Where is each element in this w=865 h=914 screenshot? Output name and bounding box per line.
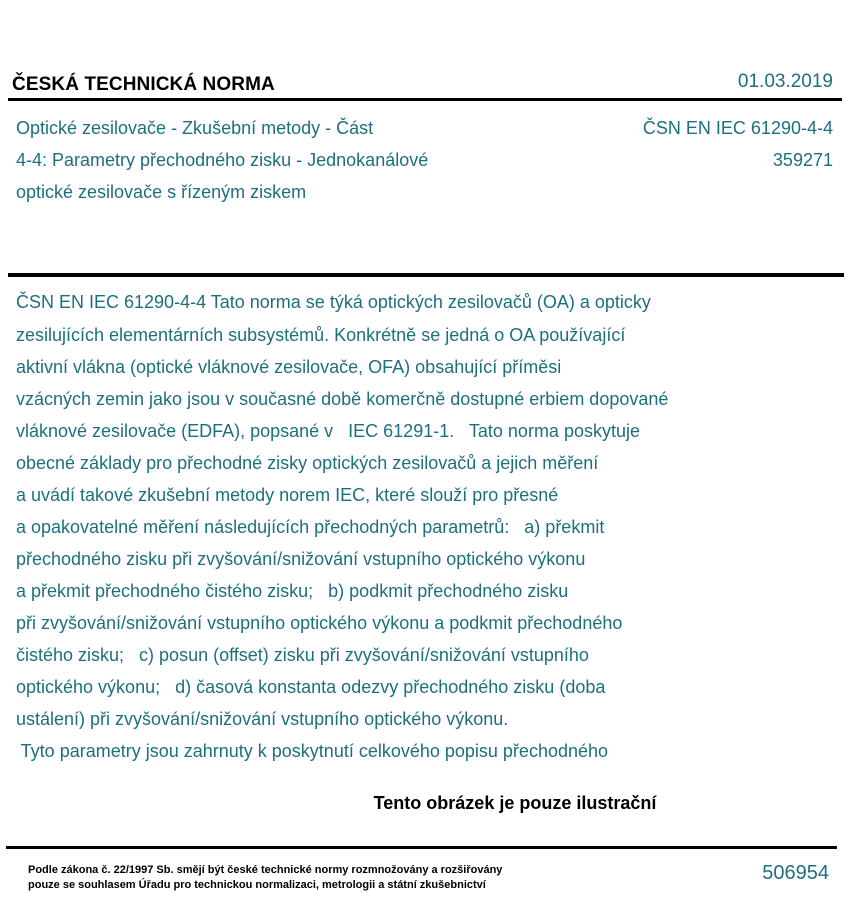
abstract-line: a uvádí takové zkušební metody norem IEC, které slouží pro přesné (16, 485, 559, 505)
document-title-line-2: 4-4: Parametry přechodného zisku - Jednokanálové (16, 150, 429, 170)
abstract-line: optického výkonu; d) časová konstanta odezvy přechodného zisku (doba (16, 677, 606, 697)
abstract-line: čistého zisku; c) posun (offset) zisku při zvyšování/snižování vstupního (16, 645, 589, 665)
standard-code: ČSN EN IEC 61290-4-4 (642, 118, 833, 138)
abstract-line: vzácných zemin jako jsou v současné době komerčně dostupné erbiem dopované (16, 389, 669, 409)
abstract-line: ustálení) při zvyšování/snižování vstupního optického výkonu. (16, 709, 509, 729)
abstract-line: obecné základy pro přechodné zisky optických zesilovačů a jejich měření (16, 453, 599, 473)
header-title: ČESKÁ TECHNICKÁ NORMA (12, 74, 275, 95)
section-divider (8, 273, 844, 277)
class-number: 359271 (772, 150, 833, 170)
publication-date: 01.03.2019 (737, 71, 833, 92)
legal-notice-line-2: pouze se souhlasem Úřadu pro technickou normalizaci, metrologii a státní zkušebnictví (28, 879, 486, 891)
footer-divider (6, 846, 837, 849)
header-divider (8, 98, 842, 101)
abstract-line: zesilujících elementárních subsystémů. Konkrétně se jedná o OA používající (16, 325, 626, 345)
abstract-line: Tyto parametry jsou zahrnuty k poskytnutí celkového popisu přechodného (16, 741, 609, 761)
illustrative-note: Tento obrázek je pouze ilustrační (373, 793, 657, 813)
abstract-line: přechodného zisku při zvyšování/snižování vstupního optického výkonu (16, 549, 586, 569)
legal-notice-line-1: Podle zákona č. 22/1997 Sb. smějí být české technické normy rozmnožovány a rozšiřovány (28, 864, 503, 876)
abstract-line: a opakovatelné měření následujících přechodných parametrů: a) překmit (16, 517, 605, 537)
abstract-line: a překmit přechodného čistého zisku; b) podkmit přechodného zisku (16, 581, 569, 601)
abstract-line: při zvyšování/snižování vstupního optického výkonu a podkmit přechodného (16, 613, 623, 633)
document-title-line-1: Optické zesilovače - Zkušební metody - Část (16, 118, 374, 138)
abstract-line: aktivní vlákna (optické vláknové zesilovače, OFA) obsahující příměsi (16, 357, 562, 377)
document-title-line-3: optické zesilovače s řízeným ziskem (16, 182, 307, 202)
document-number: 506954 (762, 862, 829, 884)
abstract-line: ČSN EN IEC 61290-4-4 Tato norma se týká optických zesilovačů (OA) a opticky (16, 292, 651, 312)
abstract-line: vláknové zesilovače (EDFA), popsané v IEC 61291-1. Tato norma poskytuje (16, 421, 640, 441)
